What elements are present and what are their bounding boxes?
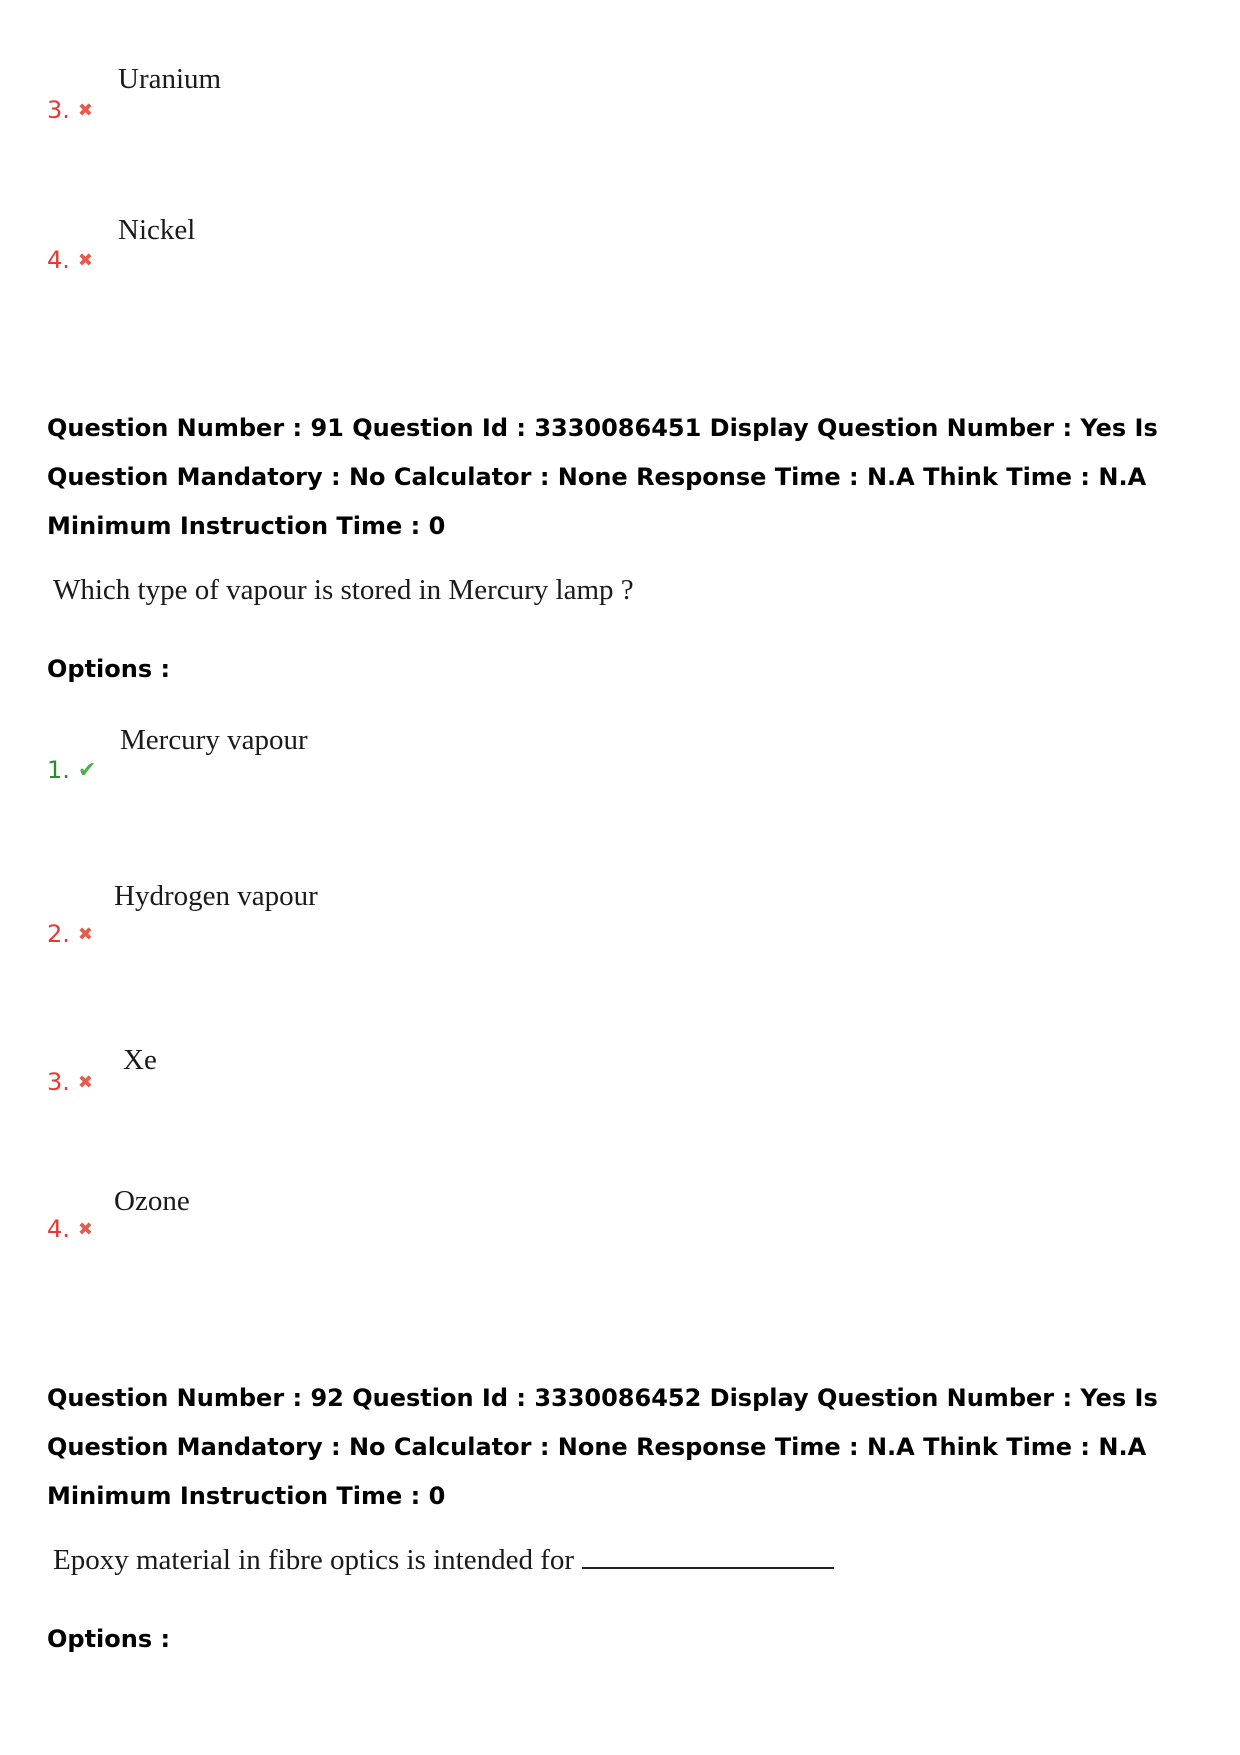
question-text: Which type of vapour is stored in Mercury lamp ? <box>53 574 634 606</box>
option-number-label: 4. <box>47 246 70 274</box>
question-text <box>53 1543 834 1577</box>
option-text: Nickel <box>118 214 196 246</box>
options-label: Options : <box>47 1625 171 1653</box>
question-text-content: Epoxy material in fibre optics is intended for <box>53 1544 575 1576</box>
option-number-label: 3. <box>47 1068 70 1096</box>
cross-icon: ✖ <box>77 250 93 271</box>
option-number-label: 2. <box>47 920 70 948</box>
option-number-label: 1. <box>47 756 70 784</box>
cross-icon: ✖ <box>77 100 93 121</box>
question-meta: Question Number : 91 Question Id : 3330086451 Display Question Number : Yes Is Question Mandatory : No Calculator : None Response Time : N.A Think Time : N.A Minimum Instruction Time : 0 <box>47 414 1158 540</box>
option-number-label: 3. <box>47 96 70 124</box>
option-number <box>47 96 93 125</box>
options-label: Options : <box>47 655 171 683</box>
question-meta: Question Number : 92 Question Id : 3330086452 Display Question Number : Yes Is Question Mandatory : No Calculator : None Response Time : N.A Think Time : N.A Minimum Instruction Time : 0 <box>47 1384 1158 1510</box>
option-text: Xe <box>123 1044 157 1076</box>
option-number <box>47 756 96 785</box>
answer-blank <box>582 1547 834 1569</box>
option-text: Hydrogen vapour <box>114 880 318 912</box>
cross-icon: ✖ <box>77 1072 93 1093</box>
option-text: Ozone <box>114 1185 190 1217</box>
option-number <box>47 1068 93 1097</box>
option-text: Uranium <box>118 63 222 95</box>
option-text: Mercury vapour <box>120 724 308 756</box>
option-number-label: 4. <box>47 1215 70 1243</box>
cross-icon: ✖ <box>77 1219 93 1240</box>
checkmark-icon: ✔ <box>77 758 97 783</box>
option-number <box>47 1215 93 1244</box>
option-number <box>47 920 93 949</box>
cross-icon: ✖ <box>77 924 93 945</box>
option-number <box>47 246 93 275</box>
